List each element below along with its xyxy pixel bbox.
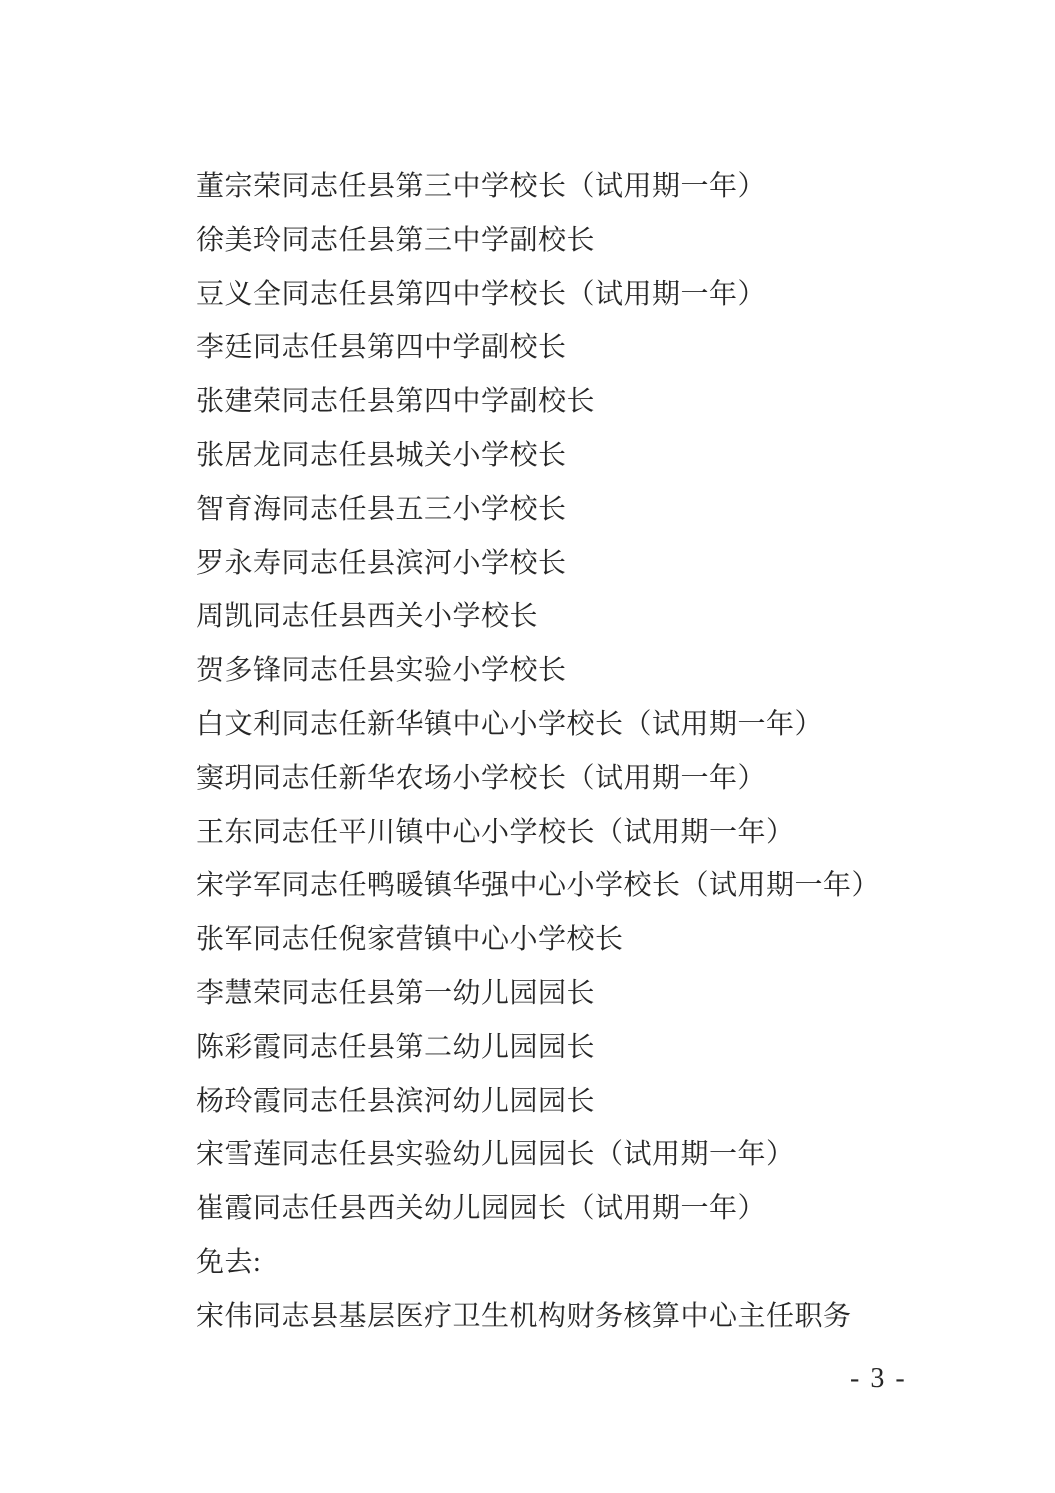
document-line: 王东同志任平川镇中心小学校长（试用期一年）: [196, 816, 795, 848]
document-line: 白文利同志任新华镇中心小学校长（试用期一年）: [196, 708, 824, 740]
document-line: 张居龙同志任县城关小学校长: [196, 439, 567, 471]
document-line: 贺多锋同志任县实验小学校长: [196, 655, 567, 687]
page-number: - 3 -: [850, 1363, 907, 1394]
document-line: 罗永寿同志任县滨河小学校长: [196, 547, 567, 579]
document-line: 周凯同志任县西关小学校长: [196, 601, 539, 633]
document-line: 张军同志任倪家营镇中心小学校长: [196, 924, 624, 956]
document-line: 张建荣同志任县第四中学副校长: [196, 386, 596, 418]
document-line: 窦玥同志任新华农场小学校长（试用期一年）: [196, 762, 767, 794]
document-line: 豆义全同志任县第四中学校长（试用期一年）: [196, 278, 767, 310]
document-line: 李廷同志任县第四中学副校长: [196, 332, 567, 364]
document-line: 宋雪莲同志任县实验幼儿园园长（试用期一年）: [196, 1139, 795, 1171]
document-line: 宋伟同志县基层医疗卫生机构财务核算中心主任职务: [196, 1300, 852, 1332]
appointment-list: [196, 160, 1025, 1344]
document-line: 李慧荣同志任县第一幼儿园园长: [196, 977, 596, 1009]
document-line: 陈彩霞同志任县第二幼儿园园长: [196, 1031, 596, 1063]
document-line: 杨玲霞同志任县滨河幼儿园园长: [196, 1085, 596, 1117]
document-line: 徐美玲同志任县第三中学副校长: [196, 224, 596, 256]
document-line: 崔霞同志任县西关幼儿园园长（试用期一年）: [196, 1193, 767, 1225]
document-line: 董宗荣同志任县第三中学校长（试用期一年）: [196, 171, 767, 202]
document-line: 免去:: [196, 1246, 262, 1278]
document-line: 宋学军同志任鸭暖镇华强中心小学校长（试用期一年）: [196, 870, 881, 902]
document-line: 智育海同志任县五三小学校长: [196, 493, 567, 525]
